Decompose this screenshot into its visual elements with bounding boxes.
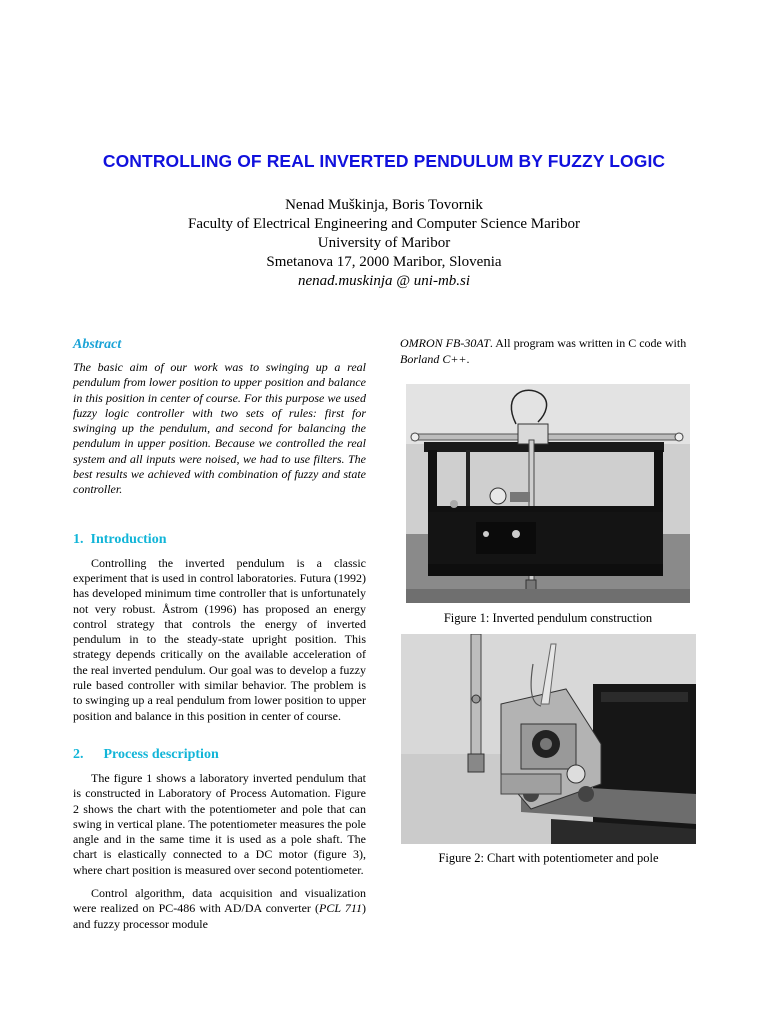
abstract-text: The basic aim of our work was to swinging up a real pendulum from lower position to upper position and balance in this position in center of course. For this purpose we used fuzzy logic controller with two sets of rules: first for swinging up the pendulum, and second for balancing the pendulum in upper position. Because we controlled the real system and all inputs were noised, we had to use filters. The best results we achieved with combination of fuzzy and state controller. bbox=[73, 360, 366, 497]
author-email: nenad.muskinja @ uni-mb.si bbox=[297, 273, 471, 289]
figure-1-caption: Figure 1: Inverted pendulum construction bbox=[443, 611, 653, 625]
section-2-para-2-end: ) and fuzzy processor module bbox=[73, 901, 367, 931]
section-2-title: Process description bbox=[103, 746, 219, 762]
section-2-para-2 bbox=[73, 886, 366, 932]
author-faculty: Faculty of Electrical Engineering and Computer Science Maribor bbox=[188, 216, 580, 232]
section-1-title: Introduction bbox=[90, 531, 167, 547]
author-block bbox=[0, 196, 768, 291]
section-1-number: 1. bbox=[73, 531, 84, 547]
figure-1-photo bbox=[406, 384, 690, 603]
section-2-heading bbox=[73, 747, 366, 763]
figure-2-photo bbox=[401, 634, 696, 844]
paper-title: CONTROLLING OF REAL INVERTED PENDULUM BY FUZZY LOGIC bbox=[102, 151, 666, 171]
right-column-text bbox=[400, 336, 696, 367]
right-text-mid: . All program was written in C code with bbox=[489, 336, 687, 350]
right-text-end: . bbox=[466, 351, 470, 366]
abstract-heading: Abstract bbox=[73, 337, 122, 352]
section-1-text: Controlling the inverted pendulum is a classic experiment that is used in control laboratories. Futura (1992) has developed minimum time controller that is unfortunately not very robust. Åstrom (1996) has proposed an energy control strategy that controls the energy of inverted pendulum in to the steady-state upright position. This strategy depends critically on the available acceleration of the real inverted pendulum. Our goal was to develop a fuzzy rule based controller with similar behavior. The problem is to swinging up a real pendulum from lower position to upper position and balance in this position in center of course. bbox=[73, 555, 366, 723]
section-1-heading bbox=[73, 532, 366, 548]
author-university: University of Maribor bbox=[317, 235, 451, 251]
left-column bbox=[73, 337, 366, 932]
author-names: Nenad Muškinja, Boris Tovornik bbox=[285, 197, 483, 213]
pcl-model: PCL 711 bbox=[319, 901, 363, 916]
right-column bbox=[400, 336, 696, 367]
omron-model: OMRON FB-30AT bbox=[400, 336, 490, 350]
borland-name: Borland C++ bbox=[400, 351, 467, 366]
section-2-number: 2. bbox=[73, 746, 84, 762]
section-2-para-1: The figure 1 shows a laboratory inverted pendulum that is constructed in Laboratory of Process Automation. Figure 2 shows the chart with the potentiometer and pole that can swing in vertical plane. The potentiometer measures the pole angle and in the same time it is used as a pole shaft. The chart is elastically connected to a DC motor (figure 3), where chart position is measured over second potentiometer. bbox=[73, 770, 366, 877]
author-address: Smetanova 17, 2000 Maribor, Slovenia bbox=[266, 254, 502, 270]
figure-2-caption: Figure 2: Chart with potentiometer and pole bbox=[438, 851, 659, 865]
section-2-para-2-start: Control algorithm, data acquisition and visualization were realized on PC-486 with AD/DA converter ( bbox=[73, 886, 366, 916]
